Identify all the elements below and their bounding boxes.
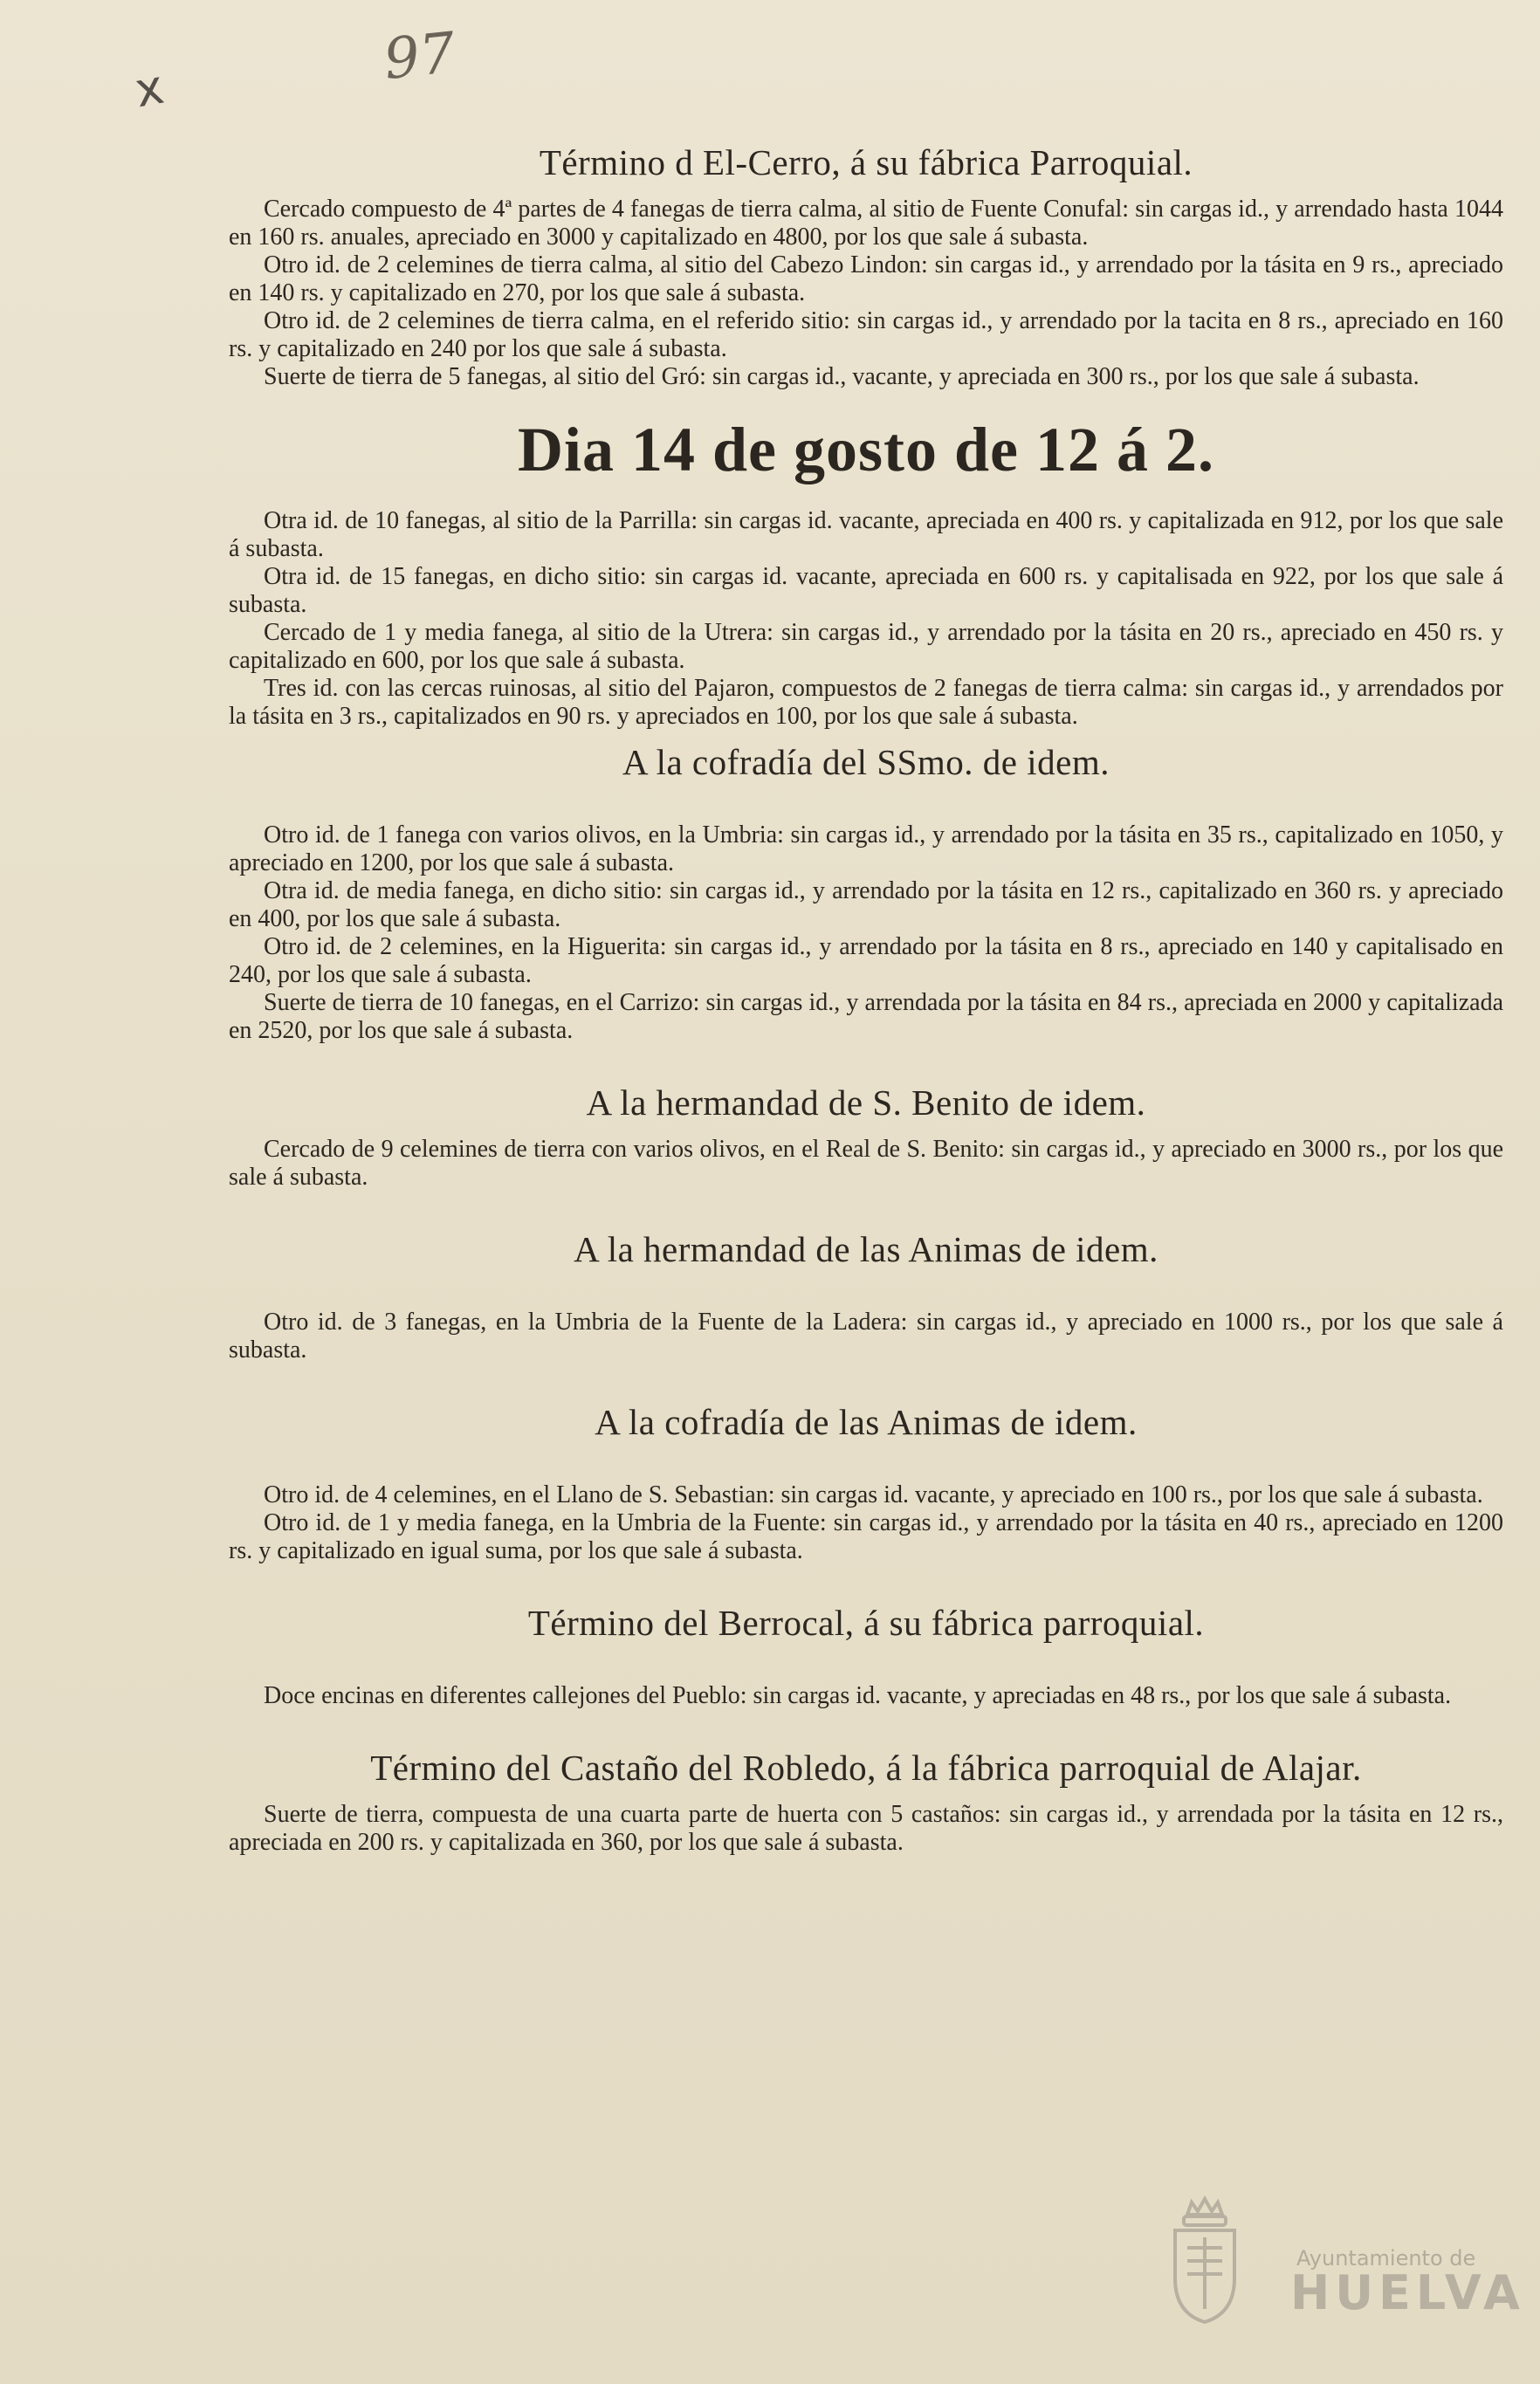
section-heading: A la hermandad de S. Benito de idem.	[586, 1082, 1146, 1123]
section-cofradia-animas	[229, 1401, 1503, 1565]
lot-entry: Otro id. de 3 fanegas, en la Umbria de la Fuente de la Ladera: sin cargas id., y apreciado en 1000 rs., por los que sale á subasta.	[229, 1309, 1503, 1364]
document-body	[229, 131, 1503, 1857]
section-heading: A la cofradía de las Animas de idem.	[595, 1402, 1138, 1442]
lot-entry: Otra id. de 10 fanegas, al sitio de la Parrilla: sin cargas id. vacante, apreciada en 400 rs. y capitalizada en 912, por los que sale á subasta.	[229, 507, 1503, 562]
lot-entry: Cercado compuesto de 4ª partes de 4 fanegas de tierra calma, al sitio de Fuente Conufal: sin cargas id., y arrendado hasta 1044 en 160 rs. anuales, apreciado en 3000 y capitalizado en 4800, por los que sale á subasta.	[229, 196, 1503, 251]
ayuntamiento-huelva-watermark	[1161, 2195, 1525, 2335]
lot-entry: Suerte de tierra, compuesta de una cuarta parte de huerta con 5 castaños: sin cargas id., y arrendada por la tásita en 12 rs., apreciada en 200 rs. y capitalizada en 360, por los que sale á subasta.	[229, 1801, 1503, 1856]
lot-entry: Suerte de tierra de 10 fanegas, en el Carrizo: sin cargas id., y arrendada por la tásita en 84 rs., apreciada en 2000 y capitalizada en 2520, por los que sale á subasta.	[229, 989, 1503, 1044]
lot-entry: Otro id. de 4 celemines, en el Llano de S. Sebastian: sin cargas id. vacante, y apreciado en 100 rs., por los que sale á subasta.	[264, 1481, 1483, 1508]
lot-entry: Suerte de tierra de 5 fanegas, al sitio del Gró: sin cargas id., vacante, y apreciada en 300 rs., por los que sale á subasta.	[264, 363, 1420, 390]
lot-entry: Cercado de 9 celemines de tierra con varios olivos, en el Real de S. Benito: sin cargas id., y apreciado en 3000 rs., por los que sale á subasta.	[229, 1136, 1503, 1191]
lot-entry: Otro id. de 1 fanega con varios olivos, en la Umbria: sin cargas id., y arrendado por la tásita en 35 rs., capitalizado en 1050, y apreciado en 1200, por los que sale á subasta.	[229, 821, 1503, 876]
lot-entry: Cercado de 1 y media fanega, al sitio de la Utrera: sin cargas id., y arrendado por la tásita en 20 rs., apreciado en 450 rs. y capitalizado en 600, por los que sale á subasta.	[229, 619, 1503, 674]
watermark-line1: Ayuntamiento de	[1296, 2246, 1476, 2271]
lot-entry: Doce encinas en diferentes callejones del Pueblo: sin cargas id. vacante, y apreciadas en 48 rs., por los que sale á subasta.	[264, 1682, 1452, 1709]
section-heading: A la cofradía del SSmo. de idem.	[622, 742, 1110, 782]
day-heading: Dia 14 de gosto de 12 á 2.	[518, 415, 1214, 484]
section-heading: Término d El-Cerro, á su fábrica Parroquial.	[539, 142, 1193, 182]
section-berrocal	[229, 1602, 1503, 1710]
handwritten-folio-number: 97	[381, 20, 459, 93]
lot-entry: Otro id. de 1 y media fanega, en la Umbria de la Fuente: sin cargas id., y arrendado por la tásita en 40 rs., apreciado en 1200 rs. y capitalizado en igual suma, por los que sale á subasta.	[229, 1509, 1503, 1564]
lot-entry: Tres id. con las cercas ruinosas, al sitio del Pajaron, compuestos de 2 fanegas de tierra calma: sin cargas id., y arrendados por la tásita en 3 rs., capitalizados en 90 rs. y apreciados en 100, por los que sale á subasta.	[229, 675, 1503, 730]
section-heading: Término del Castaño del Robledo, á la fábrica parroquial de Alajar.	[370, 1748, 1362, 1788]
lot-entry: Otra id. de media fanega, en dicho sitio: sin cargas id., y arrendado por la tásita en 12 rs., capitalizado en 360 rs. y apreciado en 400, por los que sale á subasta.	[229, 877, 1503, 932]
lot-entry: Otra id. de 15 fanegas, en dicho sitio: sin cargas id. vacante, apreciada en 600 rs. y capitalisada en 922, por los que sale á subasta.	[229, 563, 1503, 618]
lot-entry: Otro id. de 2 celemines, en la Higuerita: sin cargas id., y arrendado por la tásita en 8 rs., apreciado en 140 y capitalisado en 240, por los que sale á subasta.	[229, 933, 1503, 988]
section-heading: A la hermandad de las Animas de idem.	[574, 1229, 1158, 1269]
section-cofradia-ssmo	[229, 741, 1503, 1045]
coat-of-arms-icon	[1161, 2195, 1248, 2326]
watermark-line2: HUELVA	[1290, 2265, 1525, 2320]
section-castano-del-robledo	[229, 1747, 1503, 1857]
section-parrilla	[229, 507, 1503, 731]
section-hermandad-animas	[229, 1228, 1503, 1364]
section-el-cerro	[229, 141, 1503, 391]
lot-entry: Otro id. de 2 celemines de tierra calma, al sitio del Cabezo Lindon: sin cargas id., y arrendado por la tásita en 9 rs., apreciado en 140 rs. y capitalizado en 270, por los que sale á subasta.	[229, 251, 1503, 306]
handwritten-corner-mark: x	[130, 58, 168, 119]
section-hermandad-s-benito	[229, 1082, 1503, 1192]
section-heading: Término del Berrocal, á su fábrica parroquial.	[527, 1603, 1205, 1643]
lot-entry: Otro id. de 2 celemines de tierra calma, en el referido sitio: sin cargas id., y arrendado por la tacita en 8 rs., apreciado en 160 rs. y capitalizado en 240 por los que sale á subasta.	[229, 307, 1503, 362]
